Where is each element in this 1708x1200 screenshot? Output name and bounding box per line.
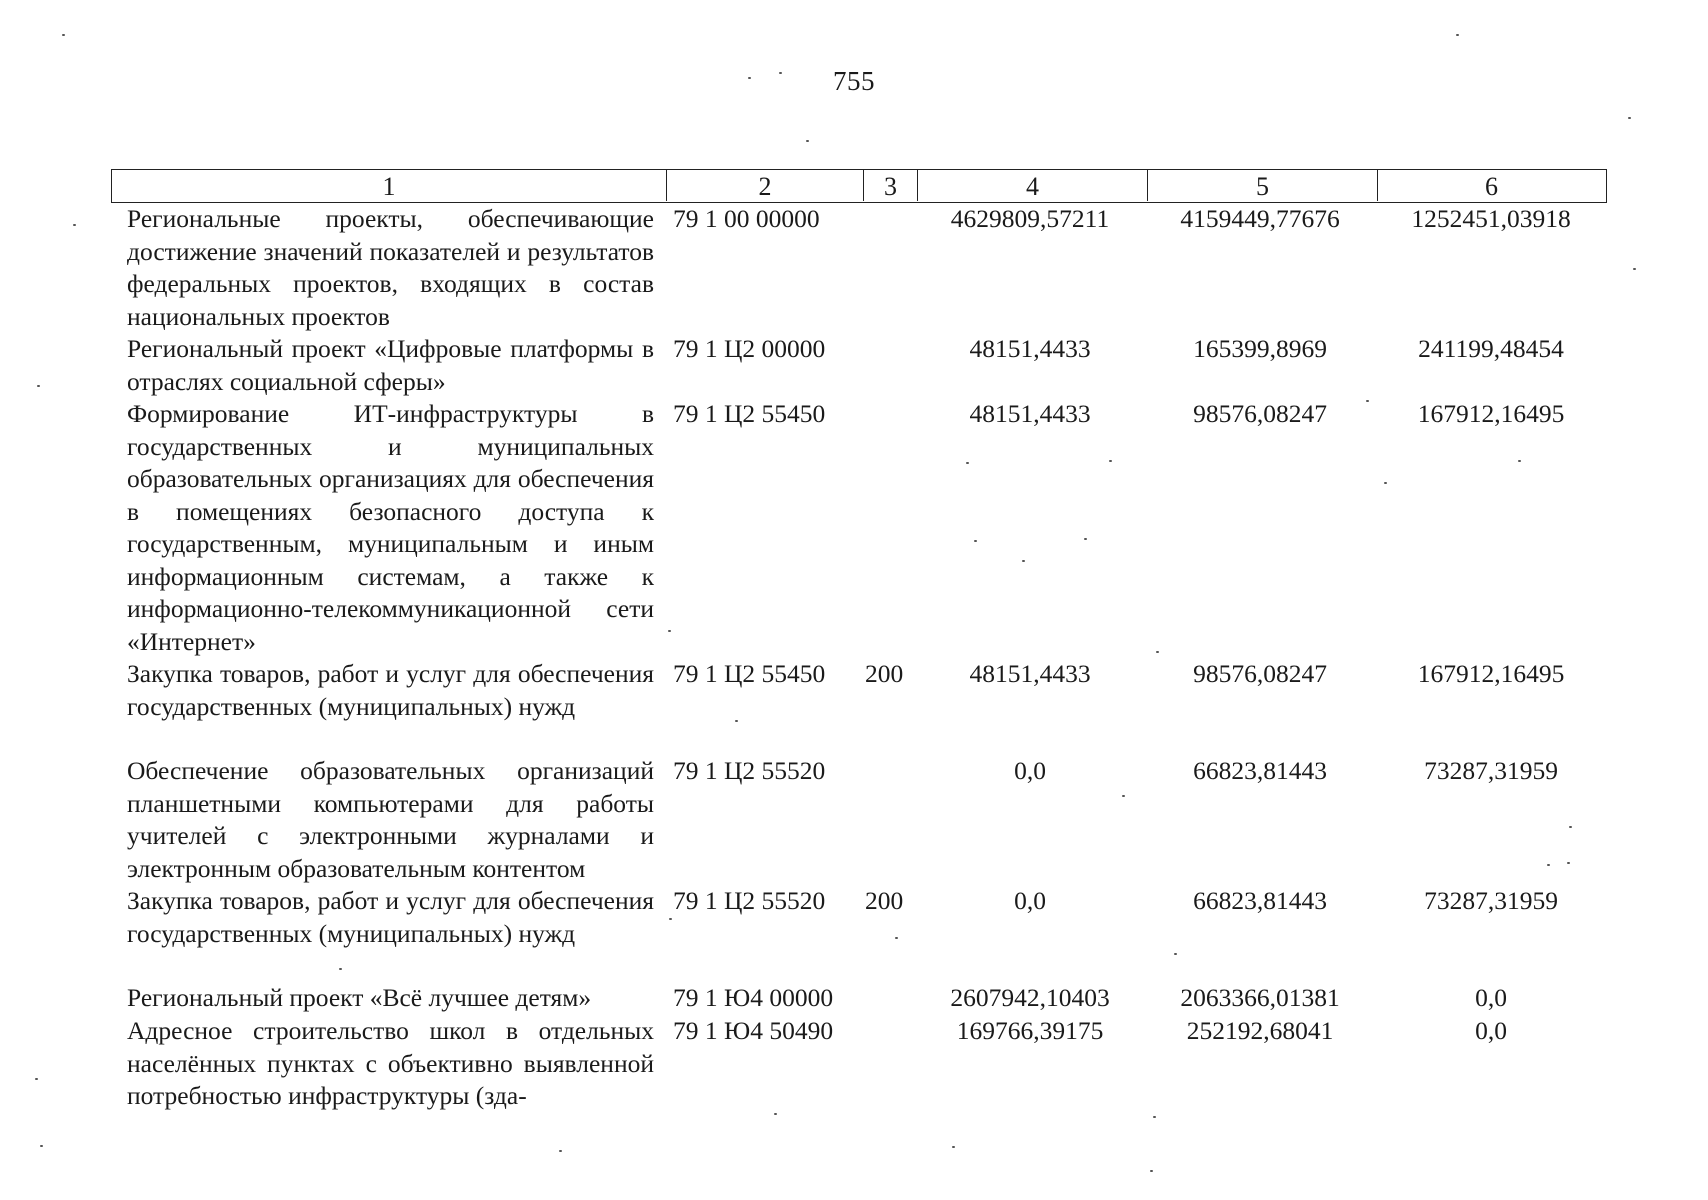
column-header-1: 1 xyxy=(112,170,667,201)
row-value-col5: 66823,81443 xyxy=(1193,886,1327,915)
scan-speck xyxy=(1518,460,1521,462)
row-value-col5: 4159449,77676 xyxy=(1180,204,1340,233)
row-value-col5: 66823,81443 xyxy=(1193,756,1327,785)
row-value-col5: 98576,08247 xyxy=(1193,399,1327,428)
scan-speck xyxy=(35,1078,38,1080)
table-row xyxy=(0,658,1708,755)
scan-speck xyxy=(1122,795,1125,797)
scan-speck xyxy=(779,72,782,74)
column-header-3: 3 xyxy=(864,170,918,201)
row-code: 79 1 Ц2 55450 xyxy=(673,399,826,428)
row-code: 79 1 00 00000 xyxy=(673,204,820,233)
scan-speck xyxy=(806,140,809,142)
scan-speck xyxy=(559,1150,562,1152)
row-value-col5: 98576,08247 xyxy=(1193,659,1327,688)
table-row xyxy=(0,1015,1708,1115)
scan-speck xyxy=(1109,460,1112,462)
row-description: Закупка товаров, работ и услуг для обеспечения государственных (муниципальных) нужд xyxy=(127,659,654,721)
row-expense-type: 200 xyxy=(865,659,904,688)
row-value-col4: 0,0 xyxy=(1014,756,1046,785)
row-description: Региональные проекты, обеспечивающие достижение значений показателей и результатов федеральных проектов, входящих в состав национальных проектов xyxy=(127,204,654,331)
scan-speck xyxy=(974,540,977,542)
row-value-col4: 48151,4433 xyxy=(969,334,1091,363)
scan-speck xyxy=(40,1145,43,1147)
row-description: Региональный проект «Цифровые платформы в отраслях социальной сферы» xyxy=(127,334,654,396)
table-body xyxy=(0,203,1708,1115)
column-header-4: 4 xyxy=(918,170,1148,201)
row-code: 79 1 Ю4 50490 xyxy=(673,1016,834,1045)
scan-speck xyxy=(669,918,672,920)
row-code: 79 1 Ц2 55520 xyxy=(673,886,826,915)
scan-speck xyxy=(1633,268,1636,270)
scan-speck xyxy=(952,1146,955,1148)
row-value-col6: 1252451,03918 xyxy=(1411,204,1571,233)
column-header-5: 5 xyxy=(1148,170,1378,201)
table-row xyxy=(0,398,1708,658)
table-row xyxy=(0,203,1708,333)
scan-speck xyxy=(1156,651,1159,653)
scan-speck xyxy=(668,630,671,632)
row-value-col6: 167912,16495 xyxy=(1417,399,1565,428)
row-value-col6: 0,0 xyxy=(1475,983,1507,1012)
row-value-col6: 241199,48454 xyxy=(1418,334,1564,363)
scan-speck xyxy=(966,462,969,464)
column-header-2: 2 xyxy=(667,170,864,201)
row-value-col6: 73287,31959 xyxy=(1424,886,1558,915)
row-value-col4: 169766,39175 xyxy=(956,1016,1104,1045)
scan-speck xyxy=(895,937,898,939)
row-value-col5: 165399,8969 xyxy=(1193,334,1327,363)
scan-speck xyxy=(1366,400,1369,402)
column-header-6: 6 xyxy=(1485,172,1498,201)
row-expense-type: 200 xyxy=(865,886,904,915)
row-description: Формирование ИТ-инфраструктуры в государственных и муниципальных образовательных организациях для обеспечения в помещениях безопасного доступа к государственным, муниципальным и иным информационным системам, а также к информационно-телекоммуникационной сети «Интернет» xyxy=(127,399,654,656)
scan-speck xyxy=(1567,862,1570,864)
scan-speck xyxy=(1569,826,1572,828)
table-row xyxy=(0,885,1708,982)
row-code: 79 1 Ю4 00000 xyxy=(673,983,834,1012)
row-value-col6: 167912,16495 xyxy=(1417,659,1565,688)
scan-speck xyxy=(1547,864,1550,866)
scan-speck xyxy=(1384,482,1387,484)
scan-speck xyxy=(1456,34,1459,36)
table-row xyxy=(0,982,1708,1015)
row-code: 79 1 Ц2 55520 xyxy=(673,756,826,785)
row-code: 79 1 Ц2 00000 xyxy=(673,334,826,363)
row-description: Закупка товаров, работ и услуг для обеспечения государственных (муниципальных) нужд xyxy=(127,886,654,948)
row-value-col4: 2607942,10403 xyxy=(950,983,1110,1012)
scan-speck xyxy=(339,968,342,970)
row-description: Обеспечение образовательных организаций планшетными компьютерами для работы учителей с электронными журналами и электронным образовательным контентом xyxy=(127,756,654,883)
row-value-col5: 2063366,01381 xyxy=(1180,983,1340,1012)
row-description: Региональный проект «Всё лучшее детям» xyxy=(127,983,592,1012)
scan-speck xyxy=(1628,117,1631,119)
scan-speck xyxy=(774,1113,777,1115)
row-value-col5: 252192,68041 xyxy=(1186,1016,1334,1045)
scan-speck xyxy=(748,77,751,79)
row-description: Адресное строительство школ в отдельных населённых пунктах с объективно выявленной потребностью инфраструктуры (зда- xyxy=(127,1016,654,1110)
page-number: 755 xyxy=(833,66,875,96)
scan-speck xyxy=(1153,1116,1156,1118)
table-row xyxy=(0,755,1708,885)
scan-speck xyxy=(1084,538,1087,540)
scan-speck xyxy=(1150,1170,1153,1172)
row-value-col4: 48151,4433 xyxy=(969,399,1091,428)
scan-speck xyxy=(37,385,40,387)
row-value-col4: 4629809,57211 xyxy=(950,204,1110,233)
row-value-col6: 0,0 xyxy=(1475,1016,1507,1045)
table-row xyxy=(0,333,1708,398)
scan-speck xyxy=(73,224,76,226)
row-value-col4: 48151,4433 xyxy=(969,659,1091,688)
scan-speck xyxy=(62,34,65,36)
scan-speck xyxy=(1022,560,1025,562)
scan-speck xyxy=(735,720,738,722)
table-header xyxy=(111,169,1607,203)
row-code: 79 1 Ц2 55450 xyxy=(673,659,826,688)
scan-speck xyxy=(1174,953,1177,955)
row-value-col4: 0,0 xyxy=(1014,886,1046,915)
row-value-col6: 73287,31959 xyxy=(1424,756,1558,785)
